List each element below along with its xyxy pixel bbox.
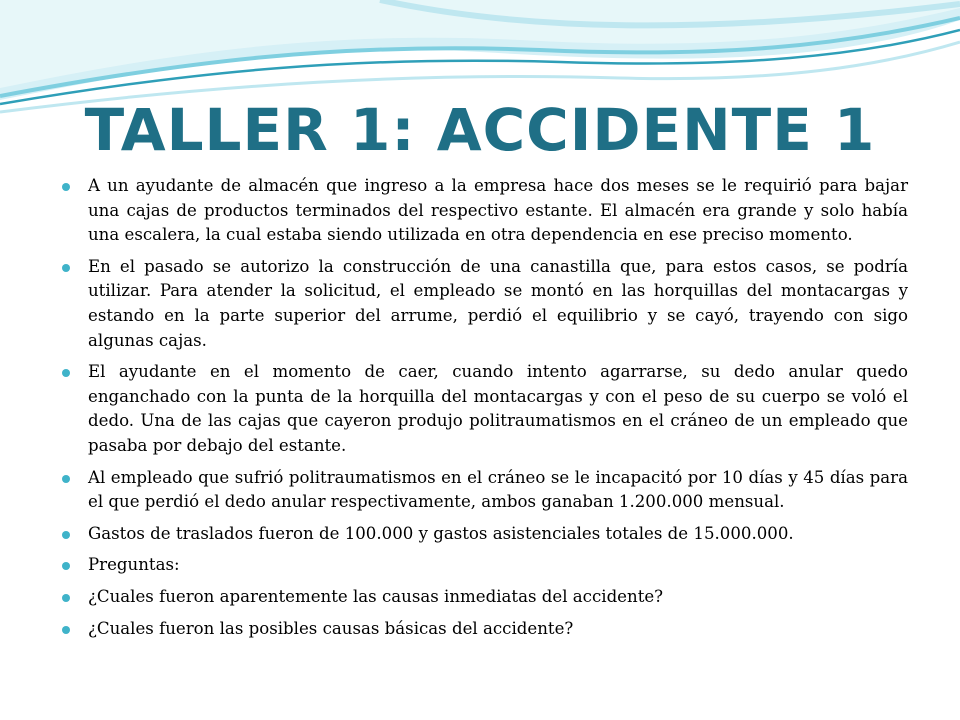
bullet-icon	[62, 562, 70, 570]
list-item-text: Preguntas:	[88, 555, 180, 575]
list-item-text: ¿Cuales fueron aparentemente las causas inmediatas del accidente?	[88, 586, 664, 606]
list-item	[52, 617, 908, 642]
bullet-icon	[62, 183, 70, 191]
bullet-icon	[62, 369, 70, 377]
bullet-icon	[62, 264, 70, 272]
list-item	[52, 174, 908, 248]
list-item-text: Al empleado que sufrió politraumatismos en el cráneo se le incapacitó por 10 días y 45 días para el que perdió el dedo anular respectivamente, ambos ganaban 1.200.000 mensual.	[88, 467, 908, 512]
list-item-text: ¿Cuales fueron las posibles causas básicas del accidente?	[88, 618, 574, 638]
list-item-text: El ayudante en el momento de caer, cuando intento agarrarse, su dedo anular quedo enganchado con la punta de la horquilla del montacargas y con el peso de su cuerpo se voló el dedo. Una de las cajas que cayeron produjo politraumatismos en el cráneo de un empleado que pasaba por debajo del estante.	[88, 362, 908, 455]
list-item	[52, 466, 908, 515]
list-item	[52, 255, 908, 353]
list-item-text: Gastos de traslados fueron de 100.000 y gastos asistenciales totales de 15.000.000.	[88, 523, 794, 543]
list-item	[52, 553, 908, 578]
list-item-text: En el pasado se autorizo la construcción de una canastilla que, para estos casos, se podría utilizar. Para atender la solicitud, el empleado se montó en las horquillas del montacargas y estando en la parte superior del arrume, perdió el equilibrio y se cayó, trayendo con sigo algunas cajas.	[88, 256, 908, 350]
list-item	[52, 360, 908, 458]
slide-title: TALLER 1: ACCIDENTE 1	[84, 96, 876, 164]
list-item	[52, 585, 908, 610]
bullet-list	[52, 174, 908, 648]
list-item	[52, 522, 908, 547]
list-item-text: A un ayudante de almacén que ingreso a la empresa hace dos meses se le requirió para bajar una cajas de productos terminados del respectivo estante. El almacén era grande y solo había una escalera, la cual estaba siendo utilizada en otra dependencia en ese preciso momento.	[88, 176, 908, 245]
bullet-icon	[62, 531, 70, 539]
bullet-icon	[62, 626, 70, 634]
bullet-icon	[62, 594, 70, 602]
bullet-icon	[62, 475, 70, 483]
